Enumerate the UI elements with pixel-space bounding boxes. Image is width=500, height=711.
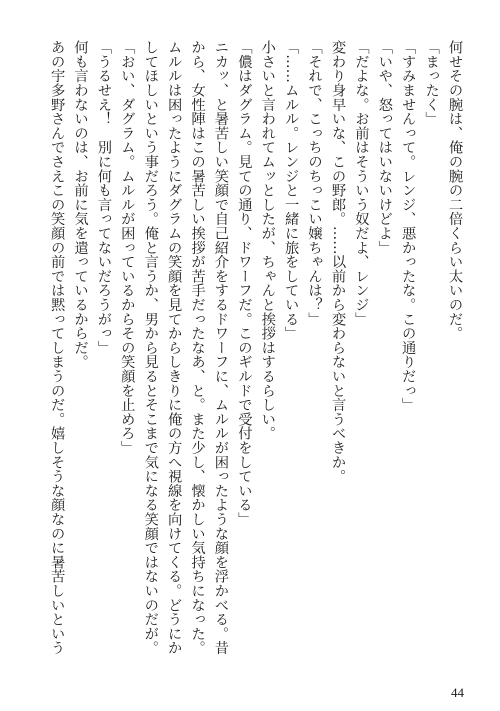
text-line: ムルルは困ったようにダグラムの笑顔を見てからしきりに俺の方へ視線を向けてくる。どうにか (166, 40, 183, 655)
text-line: 何せその腕は、俺の腕の二倍くらい太いのだ。 (447, 40, 463, 341)
text-line: してほしいという事だろう。俺と言うか、男から見るとそこまで気になる笑顔ではないのだが。 (142, 40, 159, 655)
text-line: 「すみませんって。レンジ、悪かったな。この通りだっ」 (400, 40, 417, 412)
text-line: あの宇多野さんでさえこの笑顔の前では黙ってしまうのだ。嬉しそうな顔なのに暑苦しいという (49, 40, 66, 655)
text-line: 「儂はダグラム。見ての通り、ドワーフだ。このギルドで受付をしている」 (236, 40, 253, 527)
text-line: 「それで、こっちのちっこい嬢ちゃんは？」 (306, 40, 323, 326)
text-line: 「うるせえ！ 別に何も言ってないだろうがっ」 (95, 40, 112, 355)
body-text (45, 40, 466, 655)
text-line: から、女性陣はこの暑苦しい挨拶が苦手だったなあ、と。また少し、懐かしい気持ちになった。 (189, 40, 206, 655)
text-line: 「まったく」 (423, 40, 440, 126)
text-line: 変わり身早いな、この野郎。……以前から変わらないと言うべきか。 (329, 40, 346, 484)
text-line: 「だよな。お前はそういう奴だよ、レンジ」 (353, 40, 370, 326)
text-line: 小さいと言われてムッとしたが、ちゃんと挨拶はするらしい。 (259, 40, 276, 441)
page-number: 44 (451, 685, 464, 700)
text-line: ニカッ、と暑苦しい笑顔で自己紹介をするドワーフに、ムルルが困ったような顔を浮かべる。昔 (212, 40, 229, 655)
text-line: 「いや、怒ってはいないけどよ」 (376, 40, 393, 255)
text-line: 「……ムルル。レンジと一緒に旅をしている」 (283, 40, 300, 341)
text-line: 「おい、ダグラム。ムルルが困っているからその笑顔を止めろ」 (119, 40, 136, 455)
text-line: 何も言わないのは、お前に気を遣っているからだ。 (72, 40, 89, 369)
